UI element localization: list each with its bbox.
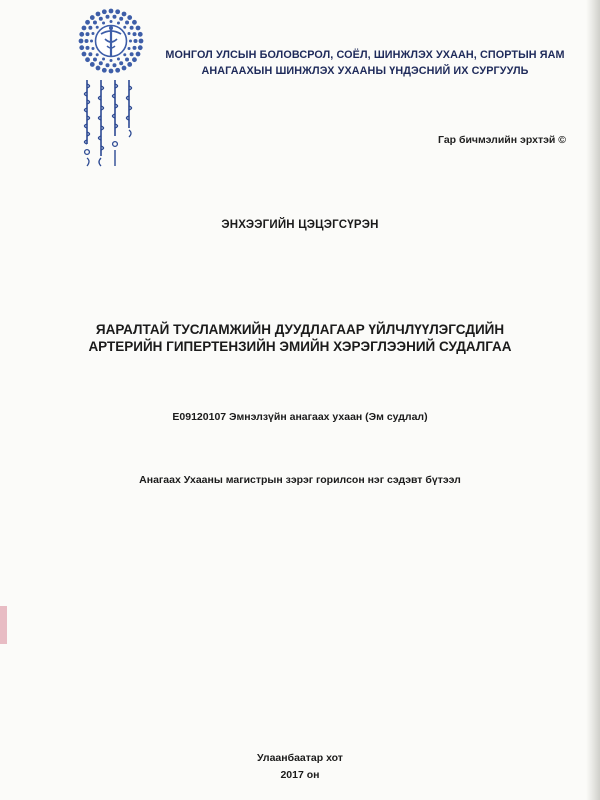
emblem-dot [102,21,105,24]
emblem-dot [85,20,90,25]
script-column [110,78,121,170]
emblem-dot [132,57,137,62]
emblem-dot [130,26,134,30]
emblem-dot [122,12,127,17]
emblem-dot [138,32,143,37]
emblem-dot [115,68,120,73]
emblem-dot [110,20,113,23]
emblem-dot [82,26,87,31]
emblem-dot [127,15,132,20]
emblem-dot [123,26,126,29]
emblem-dot [133,46,137,50]
emblem-dot [109,9,114,14]
emblem-dot [90,15,95,20]
page-edge-shadow [586,0,600,800]
thesis-title-line: АРТЕРИЙН ГИПЕРТЕНЗИЙН ЭМИЙН ХЭРЭГЛЭЭНИЙ СУДАЛГАА [88,339,512,354]
emblem-dot [90,62,95,67]
emblem-dot [102,68,107,73]
emblem-dot [123,53,126,56]
emblem-dot [117,58,120,61]
emblem-dot [119,17,123,21]
emblem-dot [136,26,141,31]
author-name: ЭНХЭЭГИЙН ЦЭЦЭГСҮРЭН [221,219,379,231]
emblem-dot [106,63,110,67]
emblem-dot [99,61,103,65]
script-column [82,78,93,170]
emblem-dot [112,15,116,19]
emblem-dot [102,9,107,14]
emblem-dot [138,45,143,50]
ministry-name: МОНГОЛ УЛСЫН БОЛОВСРОЛ, СОЁЛ, ШИНЖЛЭХ УХААН, СПОРТЫН ЯАМ [165,49,565,61]
emblem-dot [110,59,113,62]
university-name: АНАГААХЫН ШИНЖЛЭХ УХААНЫ ҮНДЭСНИЙ ИХ СУРГУУЛЬ [201,65,529,77]
emblem-dot [129,40,132,43]
emblem-dot [88,52,92,56]
emblem-dot [117,21,120,24]
emblem-dot [79,32,84,37]
emblem-dot [91,32,94,35]
emblem-dot [128,32,131,35]
emblem-dot [82,52,87,57]
thesis-title [60,321,540,355]
city: Улаанбаатар хот [257,752,343,764]
emblem-dot [102,58,105,61]
emblem-dot [85,57,90,62]
university-emblem-icon [76,6,146,76]
emblem-dot [130,52,134,56]
emblem-dot [128,47,131,50]
emblem-dot [127,62,132,67]
script-column [124,78,135,170]
emblem-dot [136,52,141,57]
place-and-year [0,750,600,784]
binding-mark [0,606,7,644]
script-column [96,78,107,170]
emblem-dot [93,58,97,62]
emblem-dot [90,40,93,43]
emblem-dot [139,39,144,44]
emblem-dot [99,17,103,21]
emblem-dot [134,39,138,43]
emblem-dot [106,15,110,19]
thesis-title-line: ЯАРАЛТАЙ ТУСЛАМЖИЙН ДУУДЛАГААР ҮЙЛЧЛҮҮЛЭГСДИЙН [95,322,505,337]
emblem-dot [115,9,120,14]
emblem-dot [119,61,123,65]
emblem-dot [91,47,94,50]
emblem-dot [85,46,89,50]
emblem-dot [96,12,101,17]
year: 2017 он [280,769,320,781]
emblem-dot [122,66,127,71]
emblem-dot [125,20,129,24]
emblem-dot [96,26,99,29]
emblem-dot [85,32,89,36]
copyright-notice: Гар бичмэлийн эрхтэй © [438,134,566,146]
emblem-dot [133,32,137,36]
emblem-dot [125,58,129,62]
emblem-dot [79,45,84,50]
emblem-dot [112,63,116,67]
emblem-dot [109,69,114,74]
emblem-dot [96,53,99,56]
emblem-dot [85,39,89,43]
emblem-dot [88,26,92,30]
degree-statement: Анагаах Ухааны магистрын зэрэг горилсон нэг сэдэвт бүтээл [139,474,461,486]
specialty-code: E09120107 Эмнэлзүйн анагаах ухаан (Эм судлал) [172,411,428,423]
emblem-dot [93,20,97,24]
emblem-dot [132,20,137,25]
institution-header [160,47,570,79]
emblem-dot [96,66,101,71]
emblem-dot [79,39,84,44]
